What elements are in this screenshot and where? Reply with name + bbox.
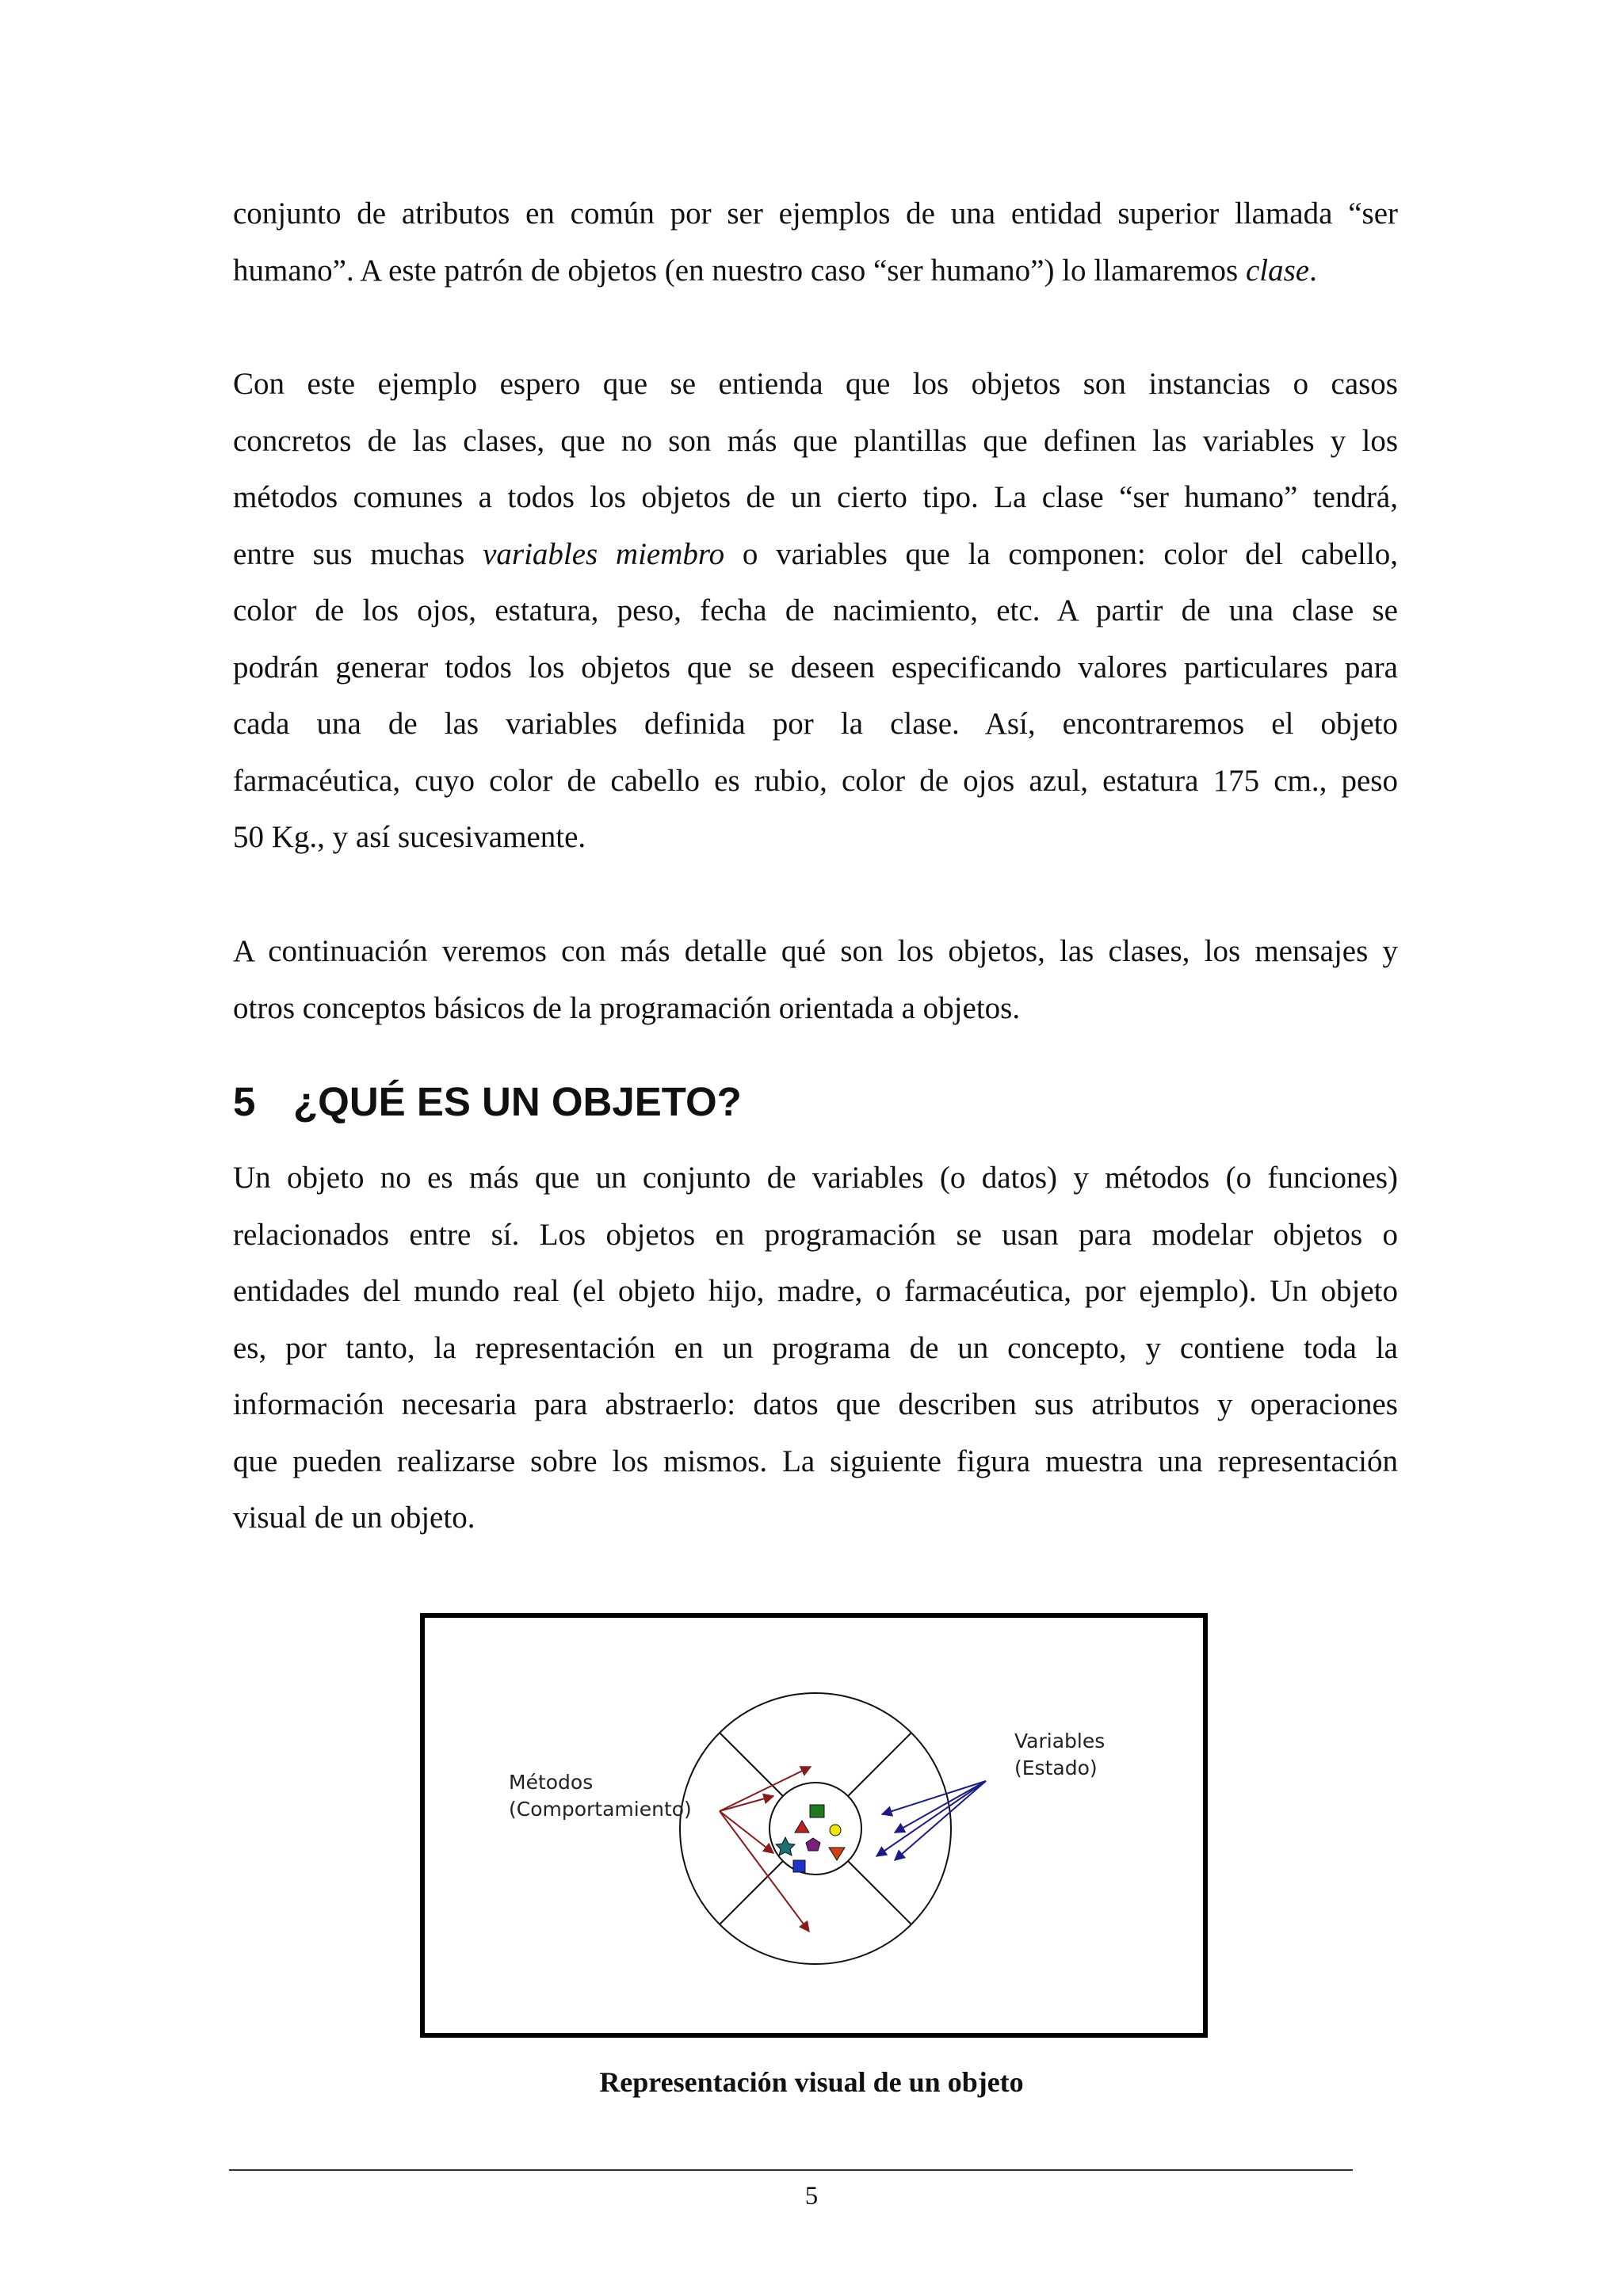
section-heading bbox=[233, 1074, 742, 1130]
section-number: 5 bbox=[233, 1079, 256, 1124]
text-line: entidades del mundo real (el objeto hijo, madre, o farmacéutica, por ejemplo). Un objeto bbox=[233, 1274, 1398, 1308]
text-line: podrán generar todos los objetos que se deseen especificando valores particulares para bbox=[233, 650, 1398, 685]
divider-line-se bbox=[848, 1861, 911, 1924]
methods-label-line1: Métodos bbox=[509, 1771, 594, 1794]
object-diagram bbox=[425, 1618, 1203, 2033]
text-line: otros conceptos básicos de la programación orientada a objetos. bbox=[233, 990, 1021, 1025]
methods-label-line2: (Comportamiento) bbox=[509, 1798, 692, 1821]
divider-line-nw bbox=[720, 1733, 783, 1796]
purple-pentagon-shape bbox=[806, 1838, 820, 1851]
figure-caption: Representación visual de un objeto bbox=[599, 2066, 1024, 2098]
text-segment: humano”. A este patrón de objetos (en nuestro caso “ser humano”) lo llamaremos bbox=[233, 253, 1246, 288]
text-line bbox=[233, 526, 1398, 583]
paragraph-instances-explanation bbox=[233, 356, 1398, 866]
footer-divider bbox=[229, 2169, 1353, 2171]
text-line: A continuación veremos con más detalle qué son los objetos, las clases, los mensajes y bbox=[233, 934, 1398, 968]
text-line: 50 Kg., y así sucesivamente. bbox=[233, 820, 586, 854]
italic-term: variables miembro bbox=[483, 536, 725, 571]
orange-triangle-shape bbox=[829, 1848, 845, 1860]
variables-label-line2: (Estado) bbox=[1014, 1756, 1098, 1779]
text-line: relacionados entre sí. Los objetos en programación se usan para modelar objetos o bbox=[233, 1217, 1398, 1252]
yellow-circle-shape bbox=[830, 1825, 841, 1836]
text-line: que pueden realizarse sobre los mismos. La siguiente figura muestra una representación bbox=[233, 1444, 1398, 1478]
text-line: concretos de las clases, que no son más que plantillas que definen las variables y los bbox=[233, 423, 1398, 458]
variables-arrows bbox=[876, 1781, 986, 1860]
text-segment: o variables que la componen: color del cabello, bbox=[724, 536, 1398, 571]
text-line: métodos comunes a todos los objetos de un cierto tipo. La clase “ser humano” tendrá, bbox=[233, 480, 1398, 514]
methods-arrows bbox=[720, 1767, 811, 1932]
section-title: ¿QUÉ ES UN OBJETO? bbox=[293, 1079, 742, 1124]
text-line: farmacéutica, cuyo color de cabello es rubio, color de ojos azul, estatura 175 cm., peso bbox=[233, 763, 1398, 798]
divider-line-sw bbox=[720, 1861, 783, 1924]
text-line: Con este ejemplo espero que se entienda que los objetos son instancias o casos bbox=[233, 367, 1398, 401]
paragraph-class-intro bbox=[233, 185, 1398, 299]
page-number: 5 bbox=[804, 2182, 819, 2210]
object-diagram-figure bbox=[420, 1613, 1208, 2038]
text-line: conjunto de atributos en común por ser ejemplos de una entidad superior llamada “ser bbox=[233, 196, 1398, 231]
green-square-shape bbox=[810, 1805, 824, 1817]
variables-label-line1: Variables bbox=[1014, 1730, 1106, 1753]
paragraph-continuation bbox=[233, 923, 1398, 1036]
text-line: visual de un objeto. bbox=[233, 1501, 475, 1535]
paragraph-object-definition bbox=[233, 1150, 1398, 1547]
text-line: es, por tanto, la representación en un programa de un concepto, y contiene toda la bbox=[233, 1330, 1398, 1365]
text-line: color de los ojos, estatura, peso, fecha de nacimiento, etc. A partir de una clase se bbox=[233, 593, 1398, 627]
blue-square-shape bbox=[793, 1860, 805, 1872]
text-line: información necesaria para abstraerlo: datos que describen sus atributos y operaciones bbox=[233, 1387, 1398, 1421]
text-line: Un objeto no es más que un conjunto de variables (o datos) y métodos (o funciones) bbox=[233, 1161, 1398, 1195]
text-segment: entre sus muchas bbox=[233, 536, 483, 571]
italic-term: clase bbox=[1245, 253, 1310, 288]
red-triangle-shape bbox=[795, 1821, 809, 1833]
divider-line-ne bbox=[848, 1733, 911, 1796]
teal-star-shape bbox=[776, 1837, 795, 1855]
text-segment: . bbox=[1309, 253, 1317, 288]
text-line: cada una de las variables definida por la clase. Así, encontraremos el objeto bbox=[233, 707, 1398, 741]
text-line bbox=[233, 242, 1398, 299]
inner-circle bbox=[769, 1783, 861, 1875]
